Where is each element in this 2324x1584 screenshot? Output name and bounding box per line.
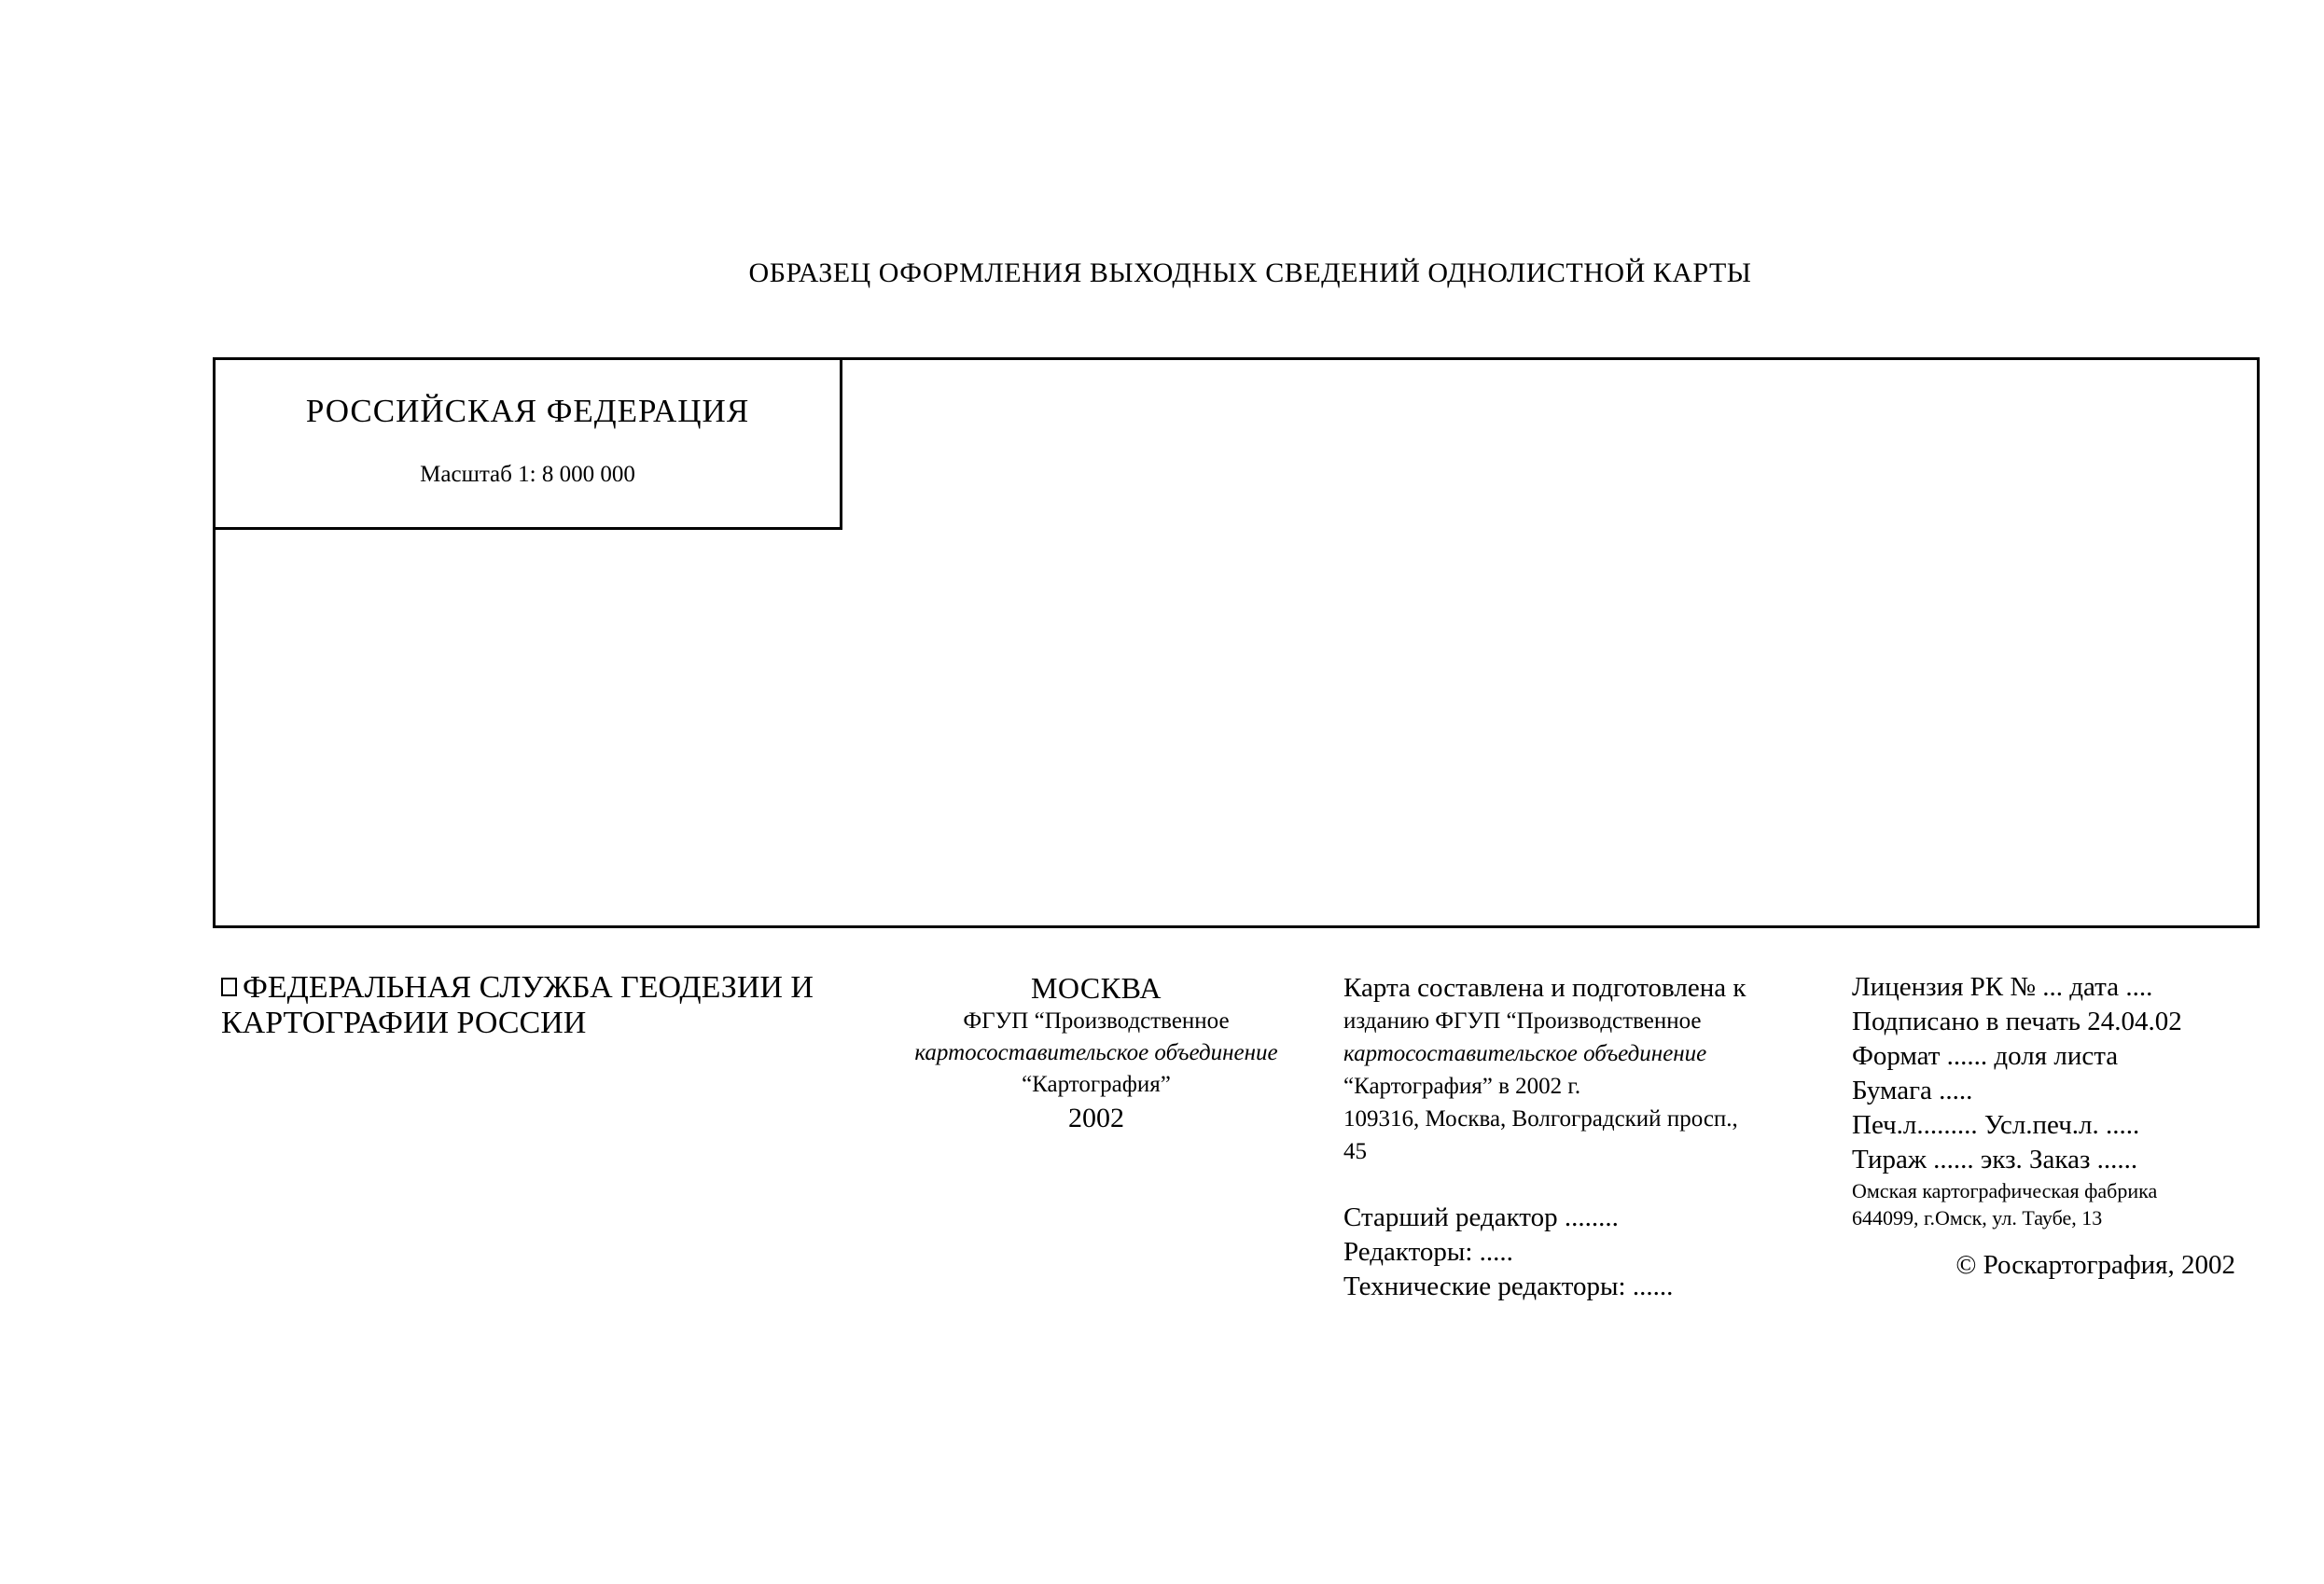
imprint-org-line: “Картография” xyxy=(1022,1072,1171,1097)
preparation-line: 109316, Москва, Волгоградский просп., xyxy=(1343,1106,1738,1132)
map-scale: Масштаб 1: 8 000 000 xyxy=(420,462,635,487)
print-info-block xyxy=(1852,970,2262,1283)
editor-line: Технические редакторы: ...... xyxy=(1343,1271,1674,1301)
preparation-line: изданию ФГУП “Производственное xyxy=(1343,1008,1702,1034)
imprint-block xyxy=(840,970,1353,1136)
editor-line: Старший редактор ........ xyxy=(1343,1202,1619,1232)
spacer xyxy=(1343,1168,1829,1201)
preparation-line: картосоставительское объединение xyxy=(1343,1041,1707,1066)
paper-line: Бумага ..... xyxy=(1852,1076,1973,1105)
license-line: Лицензия РК № ... дата .... xyxy=(1852,972,2153,1002)
factory-line: Омская картографическая фабрика xyxy=(1852,1179,2158,1202)
preparation-line: Карта составлена и подготовлена к xyxy=(1343,973,1746,1003)
signed-line: Подписано в печать 24.04.02 xyxy=(1852,1007,2182,1036)
publisher-line-1: ФЕДЕРАЛЬНАЯ СЛУЖБА ГЕОДЕЗИИ И xyxy=(243,970,814,1005)
preparation-line: 45 xyxy=(1343,1139,1367,1164)
checkbox-square-icon xyxy=(221,978,237,996)
preparation-line: “Картография” в 2002 г. xyxy=(1343,1074,1581,1099)
imprint-org-line: ФГУП “Производственное xyxy=(963,1008,1230,1034)
preparation-block xyxy=(1343,972,1829,1304)
copyright: © Роскартография, 2002 xyxy=(1955,1250,2235,1280)
page-title: ОБРАЗЕЦ ОФОРМЛЕНИЯ ВЫХОДНЫХ СВЕДЕНИЙ ОДНОЛИСТНОЙ КАРТЫ xyxy=(748,257,1752,288)
sheets-line: Печ.л......... Усл.печ.л. ..... xyxy=(1852,1110,2140,1140)
publisher-line-2: КАРТОГРАФИИ РОССИИ xyxy=(221,1006,587,1040)
map-title-box xyxy=(213,357,842,530)
map-country-title: РОССИЙСКАЯ ФЕДЕРАЦИЯ xyxy=(305,393,750,429)
circulation-line: Тираж ...... экз. Заказ ...... xyxy=(1852,1145,2138,1174)
factory-address: 644099, г.Омск, ул. Таубе, 13 xyxy=(1852,1206,2103,1230)
publisher-block xyxy=(221,970,837,1041)
imprint-year: 2002 xyxy=(1068,1103,1124,1133)
imprint-org-line: картосоставительское объединение xyxy=(914,1040,1278,1065)
editor-line: Редакторы: ..... xyxy=(1343,1237,1513,1267)
imprint-city: МОСКВА xyxy=(1030,971,1162,1005)
format-line: Формат ...... доля листа xyxy=(1852,1041,2119,1071)
publisher-line xyxy=(221,970,837,1006)
